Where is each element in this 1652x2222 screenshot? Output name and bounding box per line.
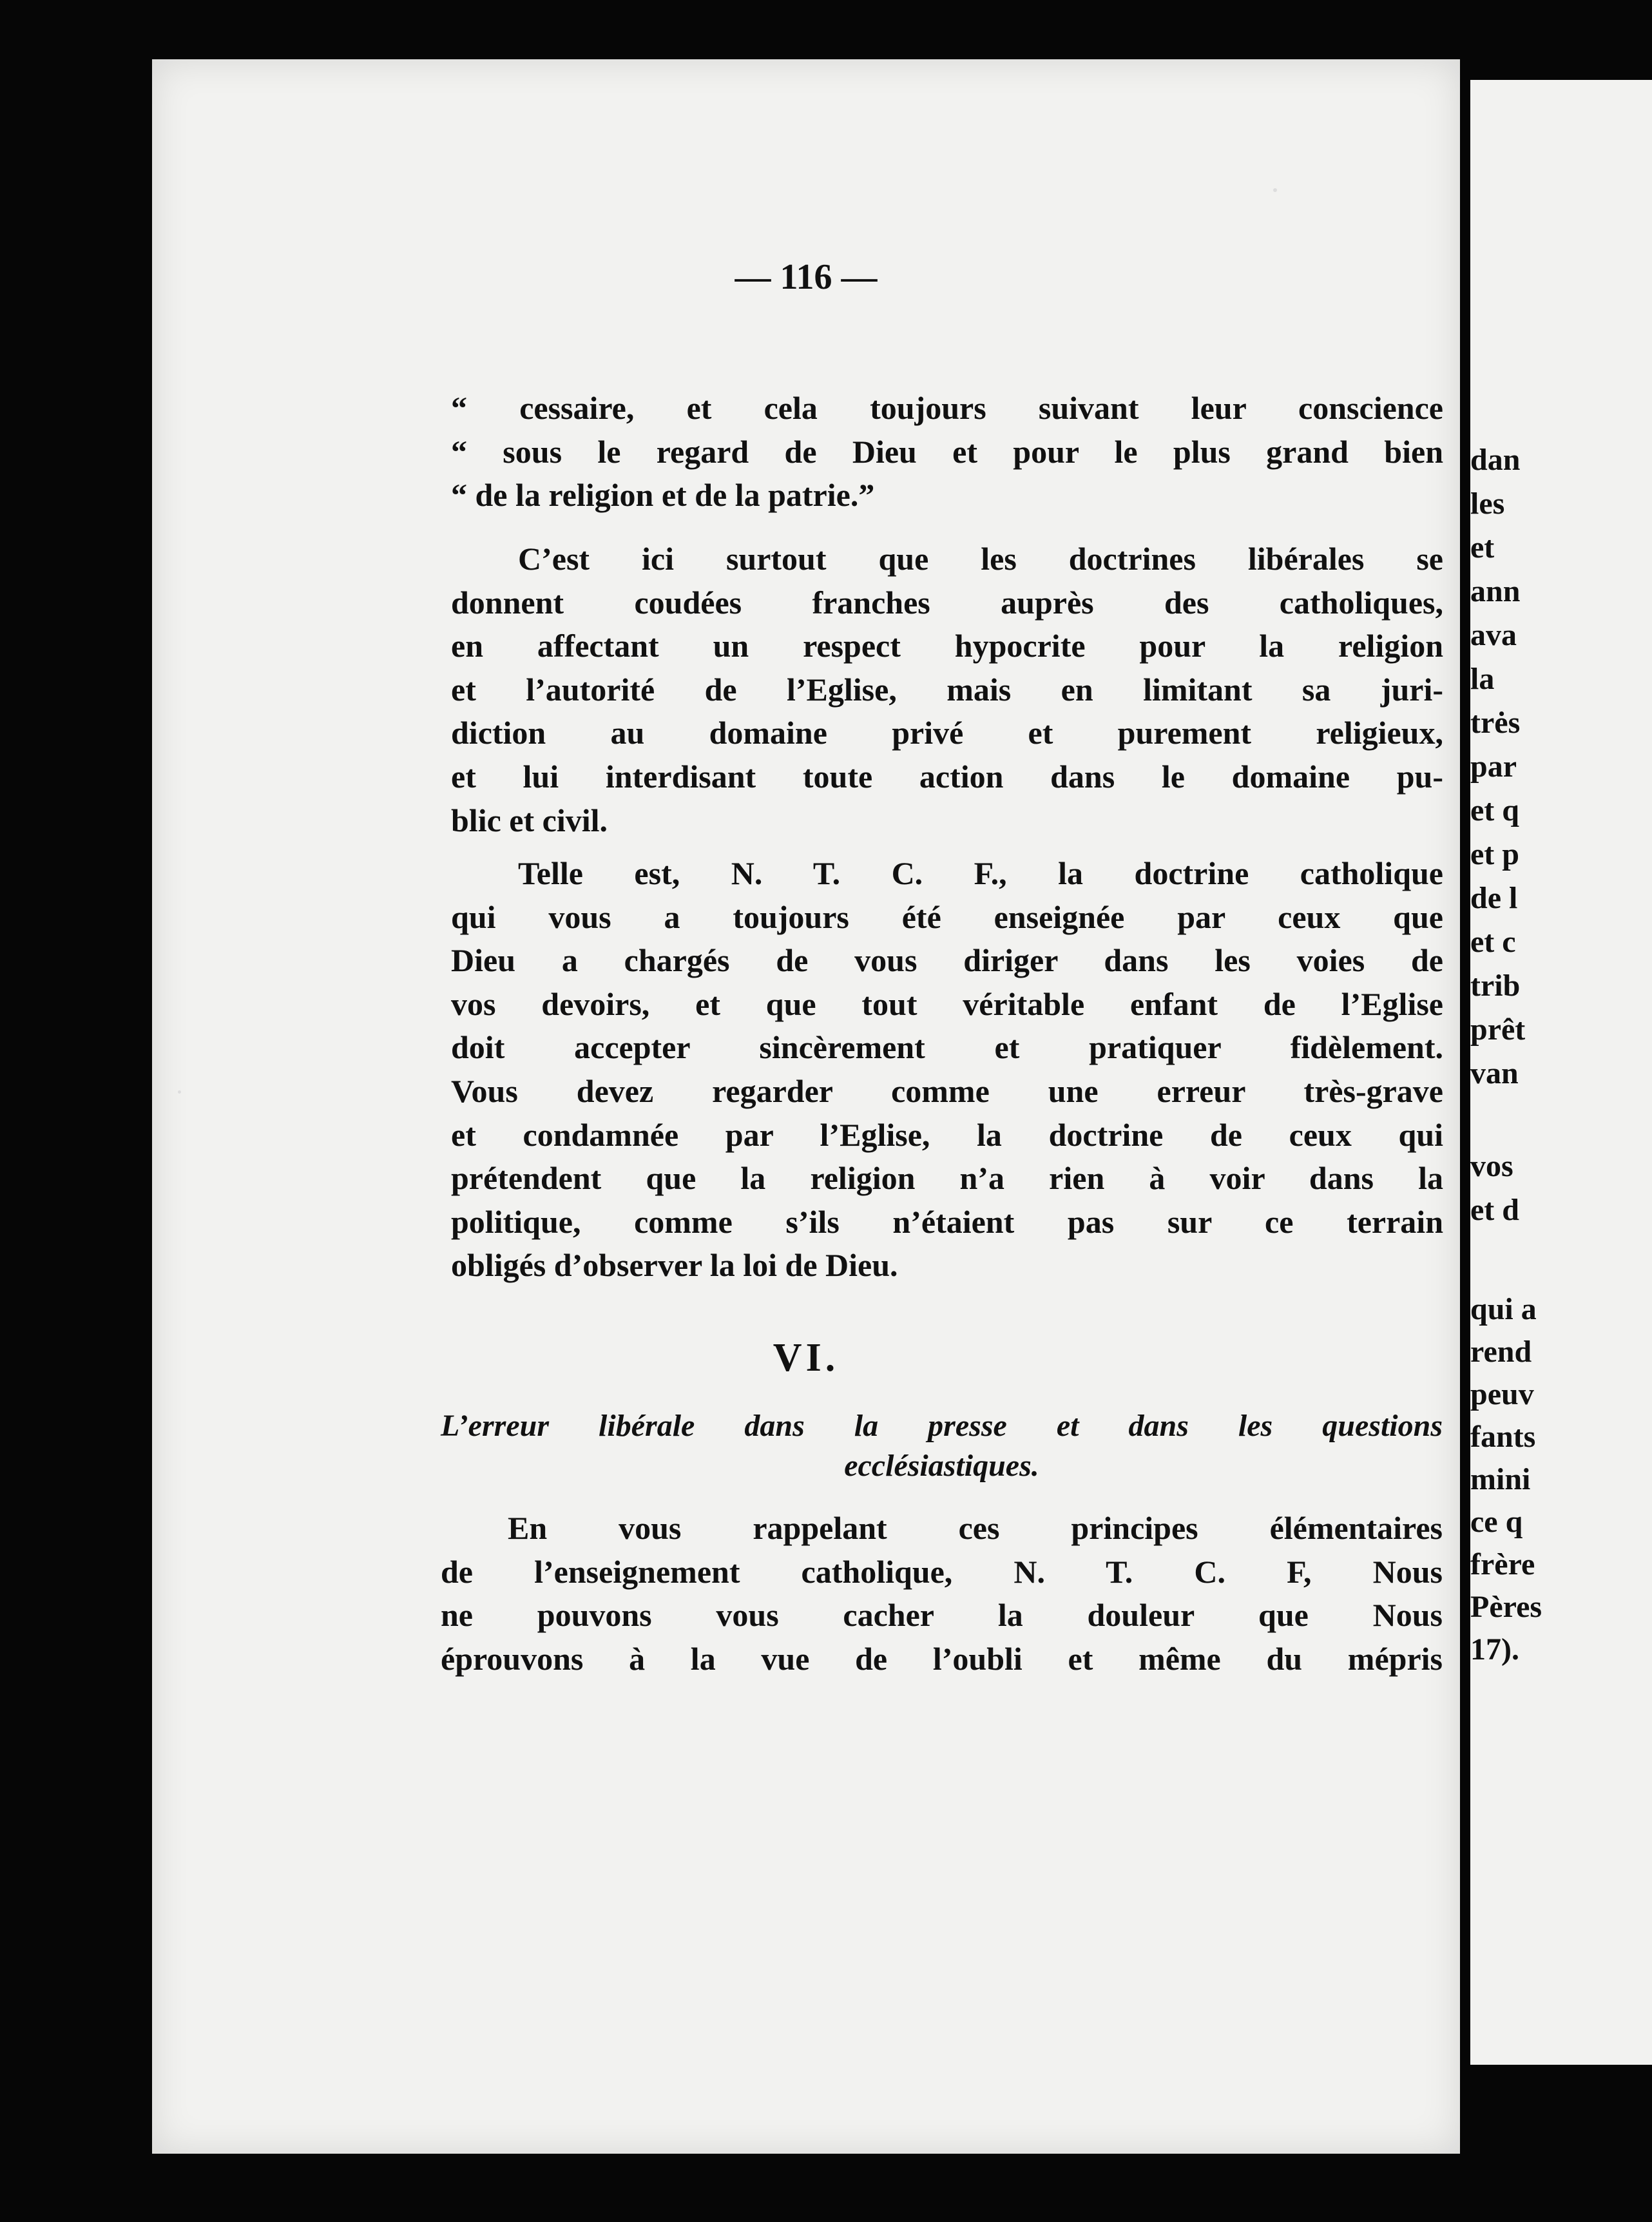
right-page-line: ce q (1470, 1505, 1523, 1539)
paper-speck (178, 1090, 181, 1094)
paragraph-4 (441, 1507, 1443, 1681)
paragraph-1 (451, 387, 1443, 517)
text-line: Vous devez regarder comme une erreur très-grave (451, 1072, 1443, 1109)
text-line: éprouvons à la vue de l’oubli et même du mépris (441, 1640, 1443, 1677)
text-line: en affectant un respect hypocrite pour la religion (451, 628, 1443, 664)
right-page-line: mini (1470, 1462, 1531, 1496)
text-line: ne pouvons vous cacher la douleur que Nous (441, 1597, 1443, 1634)
right-page-line: vos (1470, 1149, 1513, 1183)
page-number: — 116 — (735, 257, 878, 297)
right-page-line: les (1470, 487, 1505, 521)
paper-speck (1273, 188, 1277, 192)
right-page-line: de l (1470, 881, 1518, 915)
text-line: diction au domaine privé et purement religieux, (451, 715, 1443, 751)
right-page-line: la (1470, 662, 1495, 696)
right-page-line: Pères (1470, 1590, 1542, 1624)
right-page-line: rend (1470, 1335, 1532, 1369)
text-line: “ sous le regard de Dieu et pour le plus grand bien (451, 433, 1443, 470)
text-line: politique, comme s’ils n’étaient pas sur ce terrain (451, 1203, 1443, 1240)
text-line: obligés d’observer la loi de Dieu. (451, 1247, 898, 1284)
left-page (152, 59, 1460, 2154)
right-page-line: par (1470, 749, 1517, 784)
text-line: Telle est, N. T. C. F., la doctrine catholique (518, 855, 1443, 891)
text-line: prétendent que la religion n’a rien à voir dans la (451, 1160, 1443, 1197)
right-page-line: trib (1470, 969, 1521, 1003)
section-title (441, 1406, 1443, 1486)
text-line: C’est ici surtout que les doctrines libérales se (518, 541, 1443, 577)
text-line: “ de la religion et de la patrie.” (451, 477, 875, 514)
text-line: doit accepter sincèrement et pratiquer fidèlement. (451, 1029, 1443, 1066)
right-page-line: dan (1470, 443, 1521, 477)
right-page-line: peuv (1470, 1377, 1534, 1411)
text-line: vos devoirs, et que tout véritable enfant de l’Eglise (451, 985, 1443, 1022)
text-line: Dieu a chargés de vous diriger dans les voies de (451, 942, 1443, 979)
right-page-line: et p (1470, 837, 1519, 871)
text-line: En vous rappelant ces principes élémentaires (508, 1510, 1443, 1546)
right-page-line: frère (1470, 1547, 1535, 1581)
right-page-line: et d (1470, 1193, 1519, 1227)
text-line: et condamnée par l’Eglise, la doctrine de ceux qui (451, 1116, 1443, 1153)
text-line: et lui interdisant toute action dans le domaine pu- (451, 758, 1443, 795)
right-page-line: 17). (1470, 1632, 1519, 1666)
section-title-line: L’erreur libérale dans la presse et dans les questions (441, 1409, 1443, 1443)
right-page-line: et q (1470, 793, 1519, 827)
right-page-line: van (1470, 1056, 1519, 1090)
text-line: blic et civil. (451, 802, 608, 838)
text-line: “ cessaire, et cela toujours suivant leur conscience (451, 390, 1443, 426)
right-page (1470, 80, 1652, 2065)
right-page-line: qui a (1470, 1292, 1537, 1326)
right-page-line: prêt (1470, 1012, 1526, 1047)
text-line: donnent coudées franches auprès des catholiques, (451, 584, 1443, 621)
right-page-line: et (1470, 530, 1495, 565)
paragraph-3 (451, 852, 1443, 1288)
text-line: et l’autorité de l’Eglise, mais en limitant sa juri- (451, 671, 1443, 708)
text-line: qui vous a toujours été enseignée par ceux que (451, 898, 1443, 935)
right-page-line: et c (1470, 925, 1516, 959)
right-page-line: fants (1470, 1420, 1536, 1454)
right-page-line: trės (1470, 706, 1521, 740)
paragraph-2 (451, 537, 1443, 842)
right-page-line: ann (1470, 574, 1521, 608)
text-line: de l’enseignement catholique, N. T. C. F, Nous (441, 1553, 1443, 1590)
right-page-line: ava (1470, 618, 1517, 652)
section-title-line: ecclésiastiques. (844, 1449, 1039, 1483)
section-number: VI. (773, 1336, 840, 1380)
